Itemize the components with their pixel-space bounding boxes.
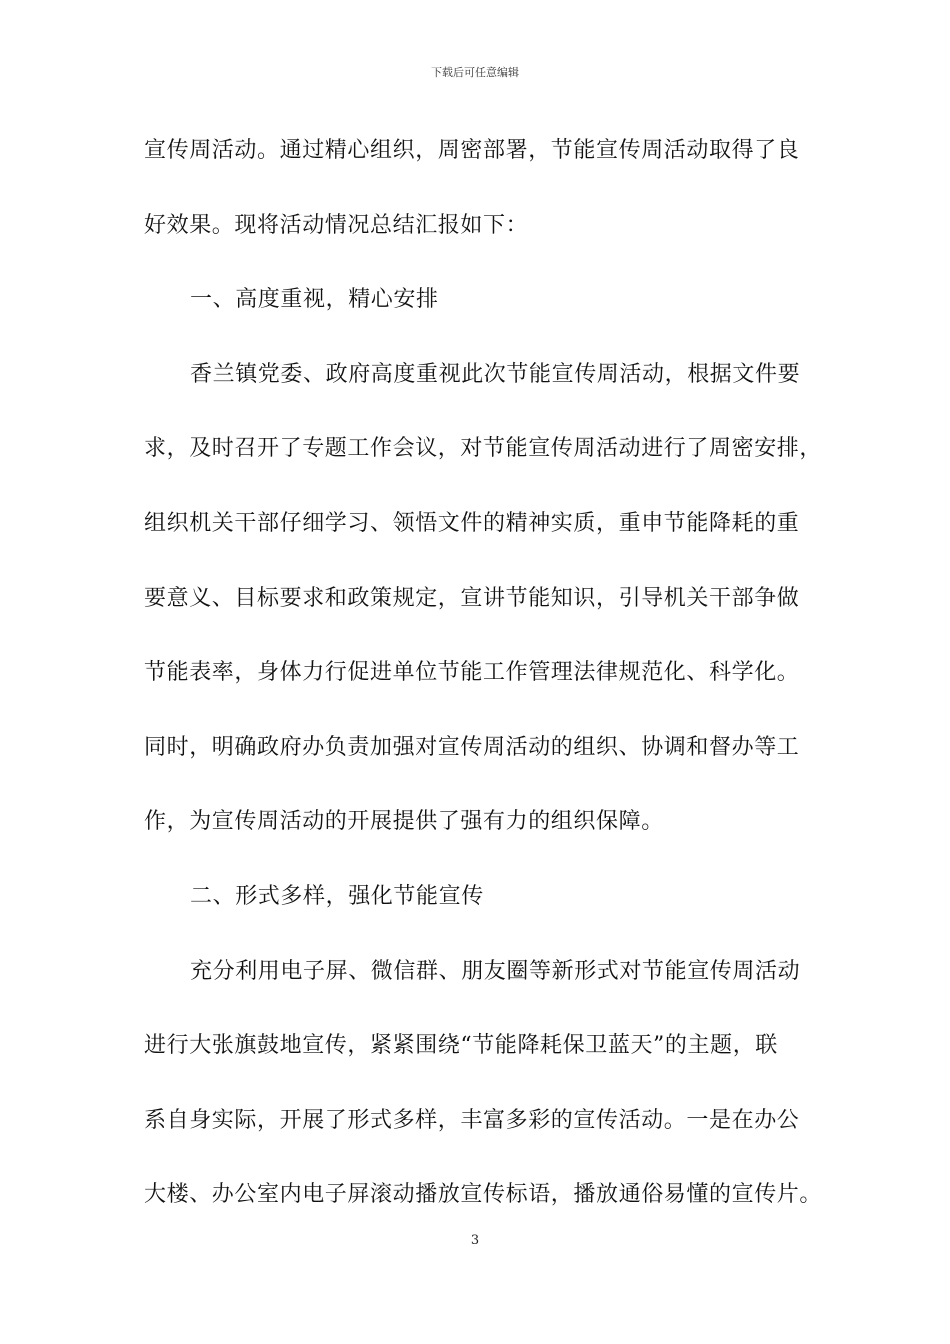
body-line: 节能表率，身体力行促进单位节能工作管理法律规范化、科学化。 bbox=[144, 660, 800, 686]
page-number: 3 bbox=[470, 1233, 480, 1248]
body-line: 组织机关干部仔细学习、领悟文件的精神实质，重申节能降耗的重 bbox=[144, 510, 800, 536]
body-line: 要意义、目标要求和政策规定，宣讲节能知识，引导机关干部争做 bbox=[144, 585, 800, 611]
body-line: 香兰镇党委、政府高度重视此次节能宣传周活动，根据文件要 bbox=[190, 361, 801, 387]
body-line: 同时，明确政府办负责加强对宣传周活动的组织、协调和督办等工 bbox=[144, 734, 800, 760]
body-line: 大楼、办公室内电子屏滚动播放宣传标语，播放通俗易懂的宣传片。 bbox=[144, 1182, 823, 1208]
document-body bbox=[144, 114, 824, 1233]
body-line: 进行大张旗鼓地宣传，紧紧围绕“节能降耗保卫蓝天”的主题，联 bbox=[144, 1033, 778, 1059]
body-line: 作，为宣传周活动的开展提供了强有力的组织保障。 bbox=[144, 809, 664, 835]
body-line: 求，及时召开了专题工作会议，对节能宣传周活动进行了周密安排， bbox=[144, 436, 823, 462]
body-line: 好效果。现将活动情况总结汇报如下： bbox=[144, 212, 529, 238]
page-header: 下载后可任意编辑 bbox=[431, 66, 519, 79]
body-line: 充分利用电子屏、微信群、朋友圈等新形式对节能宣传周活动 bbox=[190, 958, 801, 984]
body-line: 系自身实际，开展了形式多样，丰富多彩的宣传活动。一是在办公 bbox=[144, 1107, 800, 1133]
section-heading: 一、高度重视，精心安排 bbox=[190, 287, 439, 313]
section-heading: 二、形式多样，强化节能宣传 bbox=[190, 883, 484, 909]
body-line: 宣传周活动。通过精心组织，周密部署，节能宣传周活动取得了良 bbox=[144, 138, 800, 163]
